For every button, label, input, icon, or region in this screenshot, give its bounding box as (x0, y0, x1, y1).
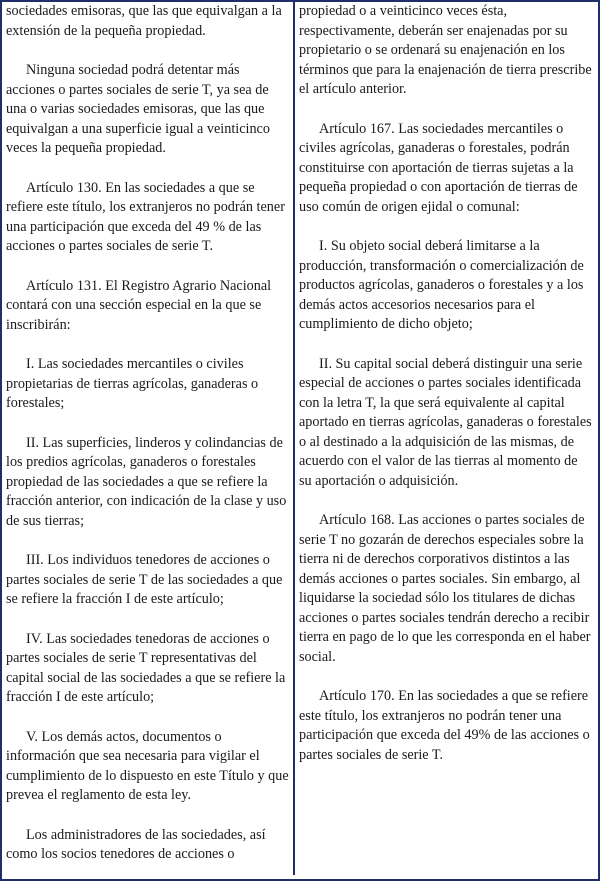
paragraph: Los administradores de las sociedades, así como los socios tenedores de acciones o (6, 826, 266, 862)
paragraph: Artículo 170. En las sociedades a que se refiere este título, los extranjeros no podrán tener una participación que exceda del 49% de las acciones o partes sociales de serie T. (299, 688, 590, 763)
left-column (2, 2, 293, 875)
paragraph: V. Los demás actos, documentos o información que sea necesaria para vigilar el cumplimiento de lo dispuesto en este Título y que prevea el reglamento de esta ley. (6, 728, 289, 803)
paragraph: IV. Las sociedades tenedoras de acciones o partes sociales de serie T representativas del capital social de las sociedades a que se refiere la fracción I de este artículo; (6, 630, 286, 705)
paragraph: II. Su capital social deberá distinguir una serie especial de acciones o partes sociales identificada con la letra T, la que será equivalente al capital aportado en tierras agrícolas, ganaderas o forestales o al destinado a la adquisición de las mismas, de acuerdo con el valor de las tierras al momento de su aportación o adquisición. (299, 355, 592, 489)
paragraph: I. Las sociedades mercantiles o civiles propietarias de tierras agrícolas, ganaderas o forestales; (6, 356, 259, 411)
paragraph: Artículo 168. Las acciones o partes sociales de serie T no gozarán de derechos especiales sobre la tierra ni de derechos corporativos distintos a las demás acciones o partes sociales. Sin embargo, al liquidarse la sociedad sólo los titulares de dichas acciones o partes sociales tendrán derecho a recibir tierra en pago de lo que les corresponda en el haber social. (299, 512, 591, 665)
paragraph: II. Las superficies, linderos y colindancias de los predios agrícolas, ganaderos o forestales propiedad de las sociedades a que se refiere la fracción anterior, con indicación de la clase y uso de sus tierras; (6, 434, 287, 529)
paragraph: Artículo 167. Las sociedades mercantiles o civiles agrícolas, ganaderas o forestales, podrán constituirse con aportación de tierras sujetas a la pequeña propiedad o con aportación de tierras de uso común de origen ejidal o comunal: (299, 120, 578, 215)
right-column (293, 2, 596, 875)
paragraph: III. Los individuos tenedores de acciones o partes sociales de serie T de las sociedades a que se refiere la fracción I de este artículo; (6, 552, 283, 607)
paragraph: sociedades emisoras, que las que equivalgan a la extensión de la pequeña propiedad. (6, 3, 282, 39)
paragraph: Artículo 130. En las sociedades a que se refiere este título, los extranjeros no podrán tener una participación que exceda del 49 % de las acciones o partes sociales de serie T. (6, 179, 285, 254)
paragraph: I. Su objeto social deberá limitarse a la producción, transformación o comercialización de productos agrícolas, ganaderos o forestales y a los demás actos accesorios necesarios para el cumplimiento de dicho objeto; (299, 238, 584, 332)
paragraph: Artículo 131. El Registro Agrario Nacional contará con una sección especial en la que se inscribirán: (6, 277, 272, 333)
paragraph: Ninguna sociedad podrá detentar más acciones o partes sociales de serie T, ya sea de una o varias sociedades emisoras, que las que equivalgan a una superficie igual a veinticinco veces la pequeña propiedad. (6, 62, 270, 156)
paragraph: propiedad o a veinticinco veces ésta, respectivamente, deberán ser enajenadas por su propietario o se ordenará su enajenación en los términos que para la enajenación de tierra prescribe el artículo anterior. (299, 3, 592, 97)
